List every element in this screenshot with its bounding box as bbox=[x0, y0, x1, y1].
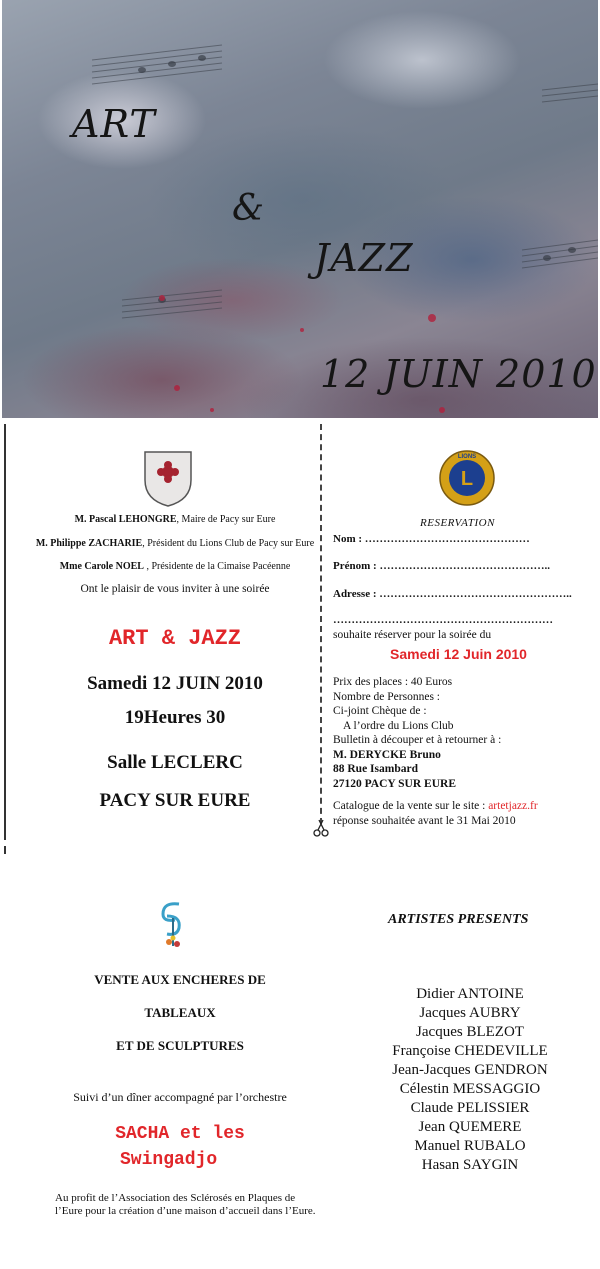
catalogue-link[interactable]: artetjazz.fr bbox=[488, 800, 538, 812]
artists-list bbox=[360, 985, 580, 1175]
catalogue-label: Catalogue de la vente sur le site : bbox=[333, 800, 489, 812]
contact-name: M. DERYCKE Bruno bbox=[333, 748, 441, 761]
cut-line bbox=[320, 424, 322, 824]
catalogue-info bbox=[333, 799, 593, 829]
artist-name: Hasan SAYGIN bbox=[421, 1157, 519, 1173]
contact-postal: 27120 PACY SUR EURE bbox=[333, 777, 456, 790]
band-name-2: Swingadjo bbox=[120, 1150, 218, 1170]
event-title: ART & JAZZ bbox=[108, 626, 242, 651]
host-role: , Maire de Pacy sur Eure bbox=[176, 514, 276, 525]
auction-line-2: TABLEAUX bbox=[144, 1005, 216, 1020]
cover-date: 12 JUIN 2010 bbox=[320, 352, 597, 396]
reply-line: réponse souhaitée avant le 31 Mai 2010 bbox=[333, 815, 516, 827]
cover-painting bbox=[2, 0, 598, 418]
artist-name: Jacques BLEZOT bbox=[416, 1024, 524, 1040]
band-name-1: SACHA et les bbox=[115, 1124, 245, 1144]
event-venue: Salle LECLERC bbox=[107, 752, 243, 773]
event-date: Samedi 12 JUIN 2010 bbox=[87, 673, 263, 694]
reservation-date: Samedi 12 Juin 2010 bbox=[390, 646, 527, 662]
host-role: , Président du Lions Club de Pacy sur Eure bbox=[142, 538, 315, 549]
host-name: M. Pascal LEHONGRE bbox=[74, 514, 177, 525]
auction-line-1: VENTE AUX ENCHERES DE bbox=[94, 972, 266, 987]
firstname-label: Prénom : bbox=[333, 560, 377, 572]
event-city: PACY SUR EURE bbox=[99, 790, 251, 811]
scissors-icon bbox=[313, 818, 329, 838]
host-line-3 bbox=[40, 561, 310, 573]
artists-title: ARTISTES PRESENTS bbox=[388, 912, 529, 927]
artist-name: Manuel RUBALO bbox=[414, 1138, 526, 1154]
firstname-field[interactable] bbox=[333, 560, 550, 572]
artist-name: Didier ANTOINE bbox=[416, 986, 524, 1002]
artist-name: Jean QUEMERE bbox=[418, 1119, 522, 1135]
address-extra-line[interactable]: …………………………………………………… bbox=[333, 614, 553, 626]
cheque-line: Ci-joint Chèque de : bbox=[333, 705, 427, 717]
wish-line: souhaite réserver pour la soirée du bbox=[333, 629, 492, 641]
address-dots: …………………………………………….. bbox=[379, 588, 572, 600]
cover-title-art: ART bbox=[72, 102, 156, 146]
host-name: Mme Carole NOEL bbox=[59, 561, 144, 572]
cover-title-ampersand: & bbox=[232, 188, 266, 229]
artist-name: Célestin MESSAGGIO bbox=[399, 1081, 541, 1097]
address-field[interactable] bbox=[333, 588, 572, 600]
host-line-2 bbox=[30, 538, 320, 550]
reservation-title: RESERVATION bbox=[420, 517, 495, 529]
artist-name: Jacques AUBRY bbox=[419, 1005, 521, 1021]
artist-name: Claude PELISSIER bbox=[410, 1100, 530, 1116]
event-time: 19Heures 30 bbox=[124, 707, 226, 728]
name-field[interactable] bbox=[333, 533, 530, 545]
left-border bbox=[4, 424, 6, 840]
svg-text:LIONS: LIONS bbox=[457, 454, 477, 460]
artist-name: Françoise CHEDEVILLE bbox=[392, 1043, 548, 1059]
contact-street: 88 Rue Isambard bbox=[333, 763, 418, 775]
host-role: , Présidente de la Cimaise Pacéenne bbox=[143, 561, 291, 572]
invite-line: Ont le plaisir de vous inviter à une soirée bbox=[80, 583, 270, 595]
svg-text:L: L bbox=[460, 468, 474, 490]
benefit-text: Au profit de l’Association des Sclérosés en Plaques de l’Eure pour la création d’une maison d’accueil dans l’Eure. bbox=[55, 1192, 316, 1217]
price-line: Prix des places : 40 Euros bbox=[333, 676, 453, 688]
name-label: Nom : bbox=[333, 533, 363, 545]
town-crest-icon bbox=[143, 450, 193, 508]
firstname-dots: ……………………………………….. bbox=[379, 560, 550, 572]
reservation-details bbox=[333, 675, 501, 791]
cimaise-logo-icon bbox=[155, 898, 191, 954]
lions-club-logo-icon bbox=[438, 448, 496, 508]
left-border-mark bbox=[4, 846, 6, 854]
host-name: M. Philippe ZACHARIE bbox=[35, 538, 143, 549]
bulletin-line: Bulletin à découper et à retourner à : bbox=[333, 734, 502, 746]
persons-line: Nombre de Personnes : bbox=[333, 690, 440, 703]
dinner-line: Suivi d’un dîner accompagné par l’orchestre bbox=[73, 1090, 287, 1104]
host-line-1 bbox=[40, 514, 310, 526]
name-dots: ……………………………………… bbox=[364, 533, 530, 545]
cover-title-jazz: JAZZ bbox=[314, 236, 414, 280]
artist-name: Jean-Jacques GENDRON bbox=[392, 1062, 548, 1078]
auction-line-3: ET DE SCULPTURES bbox=[116, 1038, 244, 1053]
address-label: Adresse : bbox=[333, 588, 377, 600]
order-line: A l’ordre du Lions Club bbox=[343, 719, 454, 732]
